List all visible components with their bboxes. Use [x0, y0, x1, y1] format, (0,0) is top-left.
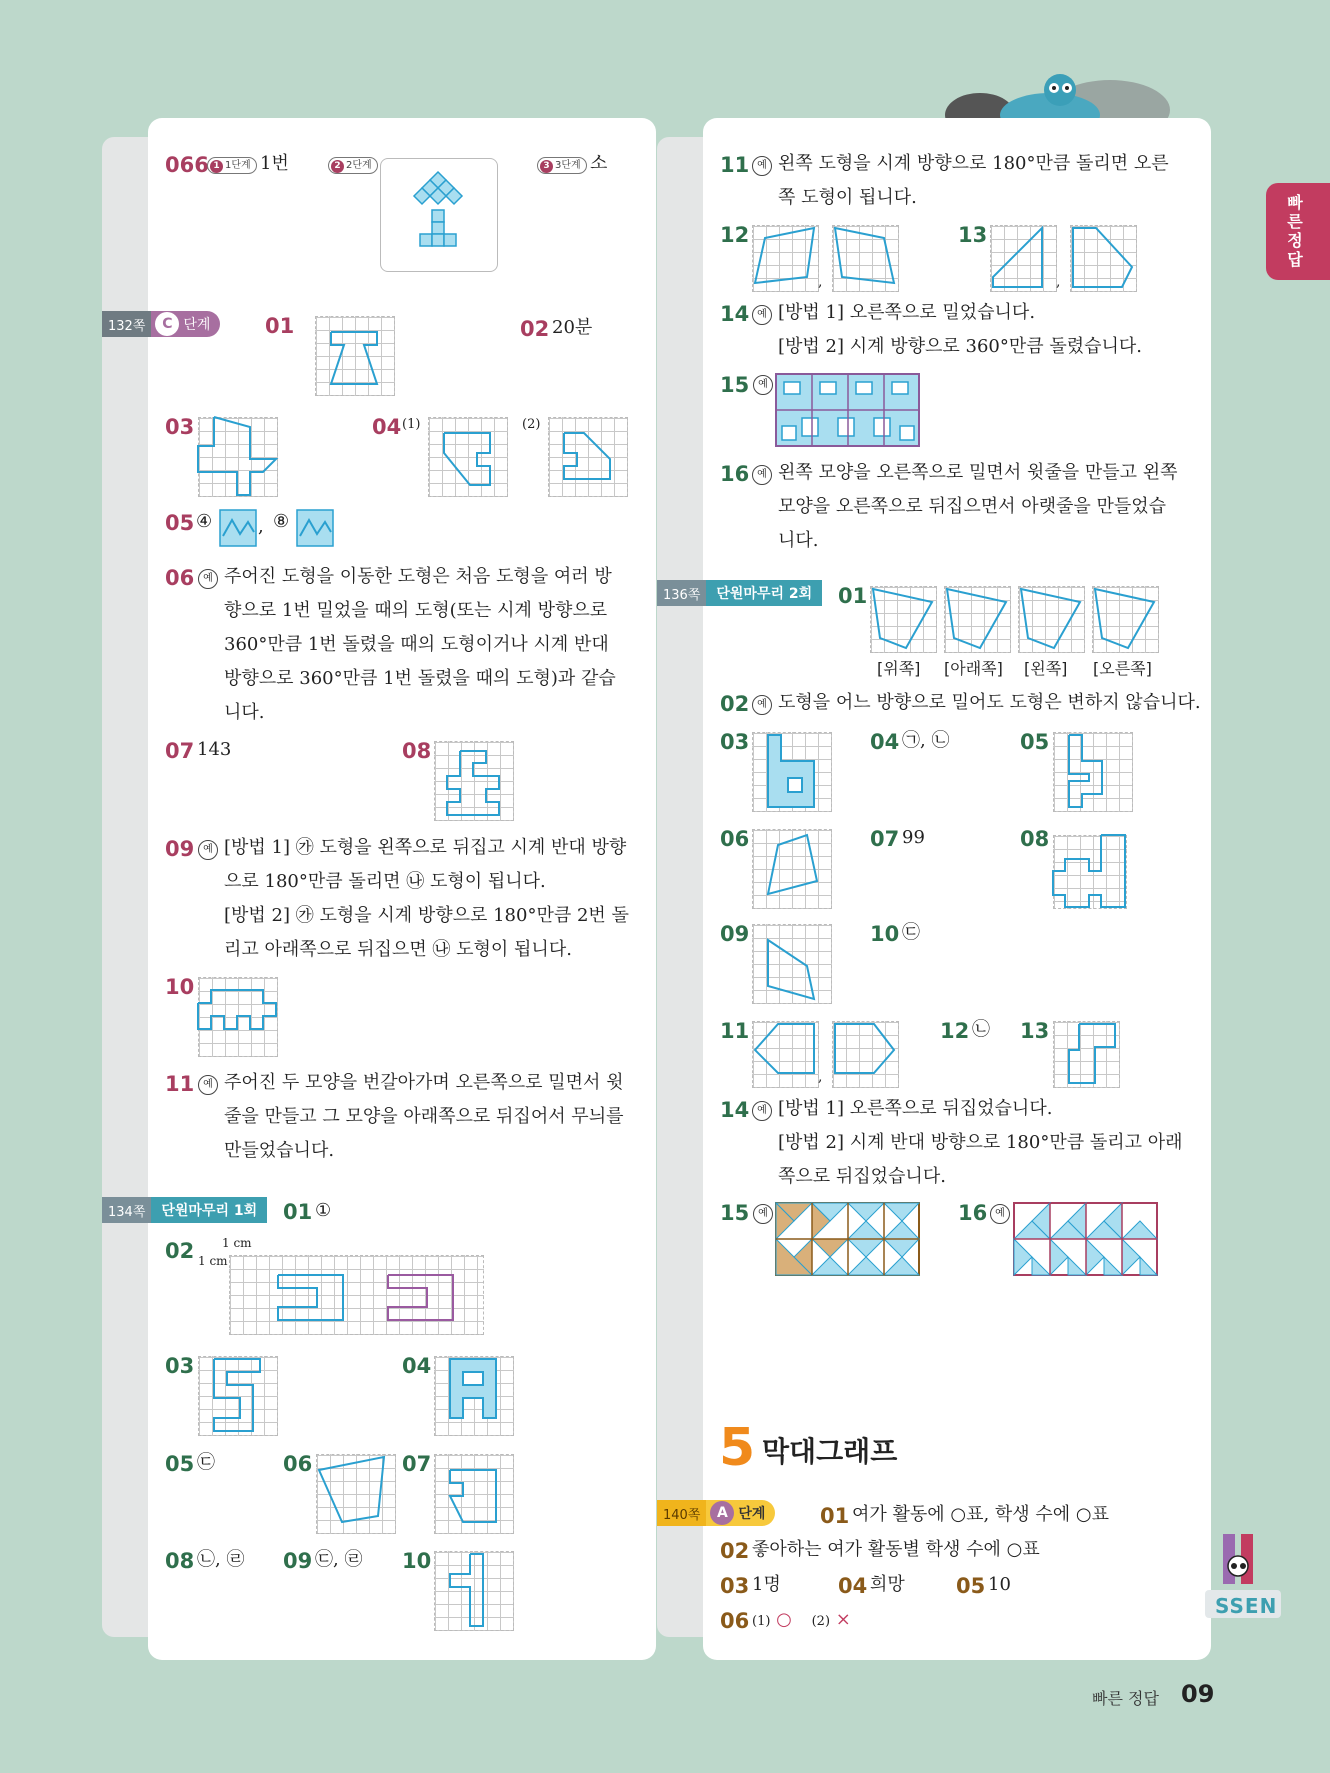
q08-figure [434, 741, 512, 819]
r09-number: 09 [283, 1549, 313, 1573]
s01-figure2 [944, 586, 1009, 651]
section-136-tag: 136쪽 단원마무리 2회 [657, 580, 822, 606]
q09-number: 09 [165, 837, 195, 861]
s11-figure2 [832, 1021, 897, 1086]
q01-number: 01 [265, 314, 295, 338]
s09-figure [752, 924, 830, 1002]
t03-number: 03 [720, 1574, 750, 1598]
rq12-figure2 [832, 225, 897, 290]
q066-step1-answer: 1번 [260, 153, 289, 174]
s09-number: 09 [720, 922, 750, 946]
rq14-number: 14 [720, 302, 750, 326]
rq16-text: 예 왼쪽 모양을 오른쪽으로 밀면서 윗줄을 만들고 왼쪽 모양을 오른쪽으로 뒤집으면서 아랫줄을 만들었습 니다. [752, 456, 1197, 558]
s01-figure3 [1018, 586, 1083, 651]
r04-number: 04 [402, 1354, 432, 1378]
rq12-number: 12 [720, 223, 750, 247]
s13-number: 13 [1020, 1019, 1050, 1043]
r02-number: 02 [165, 1239, 195, 1263]
q08-number: 08 [402, 739, 432, 763]
side-tab[interactable] [1266, 183, 1330, 280]
q10-number: 10 [165, 975, 195, 999]
s15-number: 15 [720, 1201, 750, 1225]
r03-number: 03 [165, 1354, 195, 1378]
s03-figure [752, 732, 830, 810]
r06-figure [316, 1454, 394, 1532]
t05-number: 05 [956, 1574, 986, 1598]
s07-number: 07 [870, 827, 900, 851]
ssen-logo: SSEN [1215, 1594, 1278, 1618]
q066-step3-answer: 소 [590, 153, 608, 174]
s01-number: 01 [838, 584, 868, 608]
r05-number: 05 [165, 1452, 195, 1476]
r07-figure [434, 1454, 512, 1532]
t05-answer: 10 [988, 1574, 1011, 1595]
q066-step1: 1 1단계 [207, 157, 257, 174]
rq15-figure [776, 374, 919, 446]
s07-answer: 99 [902, 827, 925, 848]
s16-figure [1014, 1203, 1157, 1275]
side-tab-label: 빠른정답 [1287, 193, 1303, 269]
rq11-number: 11 [720, 153, 750, 177]
s01-figure4 [1092, 586, 1157, 651]
s11-comma: , [818, 1069, 823, 1085]
r02-unit-top: 1 cm [222, 1236, 252, 1250]
q05-comma: , [258, 516, 264, 537]
t02-number: 02 [720, 1539, 750, 1563]
q02-number: 02 [520, 317, 550, 341]
rq15-ye: 예 [753, 375, 773, 395]
s11-figure1 [752, 1021, 817, 1086]
t06-number: 06 [720, 1609, 750, 1633]
q09-text: 예 [방법 1] ㉮ 도형을 왼쪽으로 뒤집고 시계 반대 방향 으로 180°만큼 돌리면 ㉯ 도형이 됩니다. [방법 2] ㉮ 도형을 시계 방향으로 180°만큼 2번 돌 리고 아래쪽으로 뒤집으면 ㉯ 도형이 됩니다. [198, 831, 643, 967]
r07-number: 07 [402, 1452, 432, 1476]
rq16-number: 16 [720, 462, 750, 486]
q03-figure [198, 417, 276, 495]
q05-choice-b: ⑧ [273, 511, 290, 532]
q06-number: 06 [165, 566, 195, 590]
q04-part2: (2) [522, 417, 541, 432]
s11-number: 11 [720, 1019, 750, 1043]
s12-answer: ㉡ [972, 1019, 990, 1040]
r01-number: 01 [283, 1200, 313, 1224]
s06-figure [752, 829, 830, 907]
s14-text: 예 [방법 1] 오른쪽으로 뒤집었습니다. [방법 2] 시계 반대 방향으로 180°만큼 돌리고 아래 쪽으로 뒤집었습니다. [752, 1092, 1197, 1194]
s10-answer: ㉢ [902, 922, 920, 943]
s15-ye: 예 [753, 1204, 773, 1224]
s04-number: 04 [870, 730, 900, 754]
s08-figure [1053, 835, 1125, 907]
q07-answer: 143 [197, 739, 232, 760]
q10-figure [198, 977, 276, 1055]
s01-label-down: [아래쪽] [944, 659, 1003, 678]
rq14-text: 예 [방법 1] 오른쪽으로 밀었습니다. [방법 2] 시계 방향으로 360°만큼 돌렸습니다. [752, 296, 1197, 364]
r02-figure [229, 1255, 482, 1333]
t04-answer: 희망 [870, 1574, 905, 1595]
s06-number: 06 [720, 827, 750, 851]
q066-step3: 3 3단계 [537, 157, 587, 174]
s04-answer: ㉠, ㉡ [902, 730, 950, 751]
q05-figure-b [297, 510, 333, 546]
q11-text: 예 주어진 두 모양을 번갈아가며 오른쪽으로 밀면서 윗 줄을 만들고 그 모양을 아래쪽으로 뒤집어서 무늬를 만들었습니다. [198, 1066, 643, 1168]
s10-number: 10 [870, 922, 900, 946]
q066-step2: 2 2단계 [328, 157, 378, 174]
section-140-tag: 140쪽 A 단계 [657, 1500, 775, 1526]
s15-figure [776, 1203, 919, 1275]
t01-text: 여가 활동에 ○표, 학생 수에 ○표 [852, 1504, 1110, 1525]
s05-number: 05 [1020, 730, 1050, 754]
rq13-number: 13 [958, 223, 988, 247]
s02-text: 예 도형을 어느 방향으로 밀어도 도형은 변하지 않습니다. [752, 686, 1202, 720]
r01-answer: ① [315, 1200, 332, 1221]
s01-label-right: [오른쪽] [1093, 659, 1152, 678]
footer-label: 빠른 정답 [1092, 1689, 1159, 1708]
unit5-number: 5 [719, 1418, 756, 1478]
q05-figure-a [220, 510, 256, 546]
rq11-text: 예 왼쪽 도형을 시계 방향으로 180°만큼 돌리면 오른 쪽 도형이 됩니다. [752, 147, 1197, 215]
q11-number: 11 [165, 1072, 195, 1096]
rq13-figure2 [1070, 225, 1135, 290]
footer-page-number: 09 [1181, 1680, 1215, 1708]
r09-answer: ㉢, ㉣ [315, 1549, 363, 1570]
rq13-figure1 [990, 225, 1055, 290]
s16-number: 16 [958, 1201, 988, 1225]
t02-text: 좋아하는 여가 활동별 학생 수에 ○표 [752, 1539, 1040, 1560]
r04-figure [434, 1356, 512, 1434]
q02-answer: 20분 [552, 317, 593, 338]
s02-number: 02 [720, 692, 750, 716]
q066-number: 066 [165, 153, 209, 177]
q05-number: 05 [165, 511, 195, 535]
t06-part1: (1) ○ (2) × [752, 1609, 851, 1630]
r08-answer: ㉡, ㉣ [197, 1549, 245, 1570]
q04-number: 04 [372, 415, 402, 439]
q04-part1: (1) [402, 417, 421, 432]
unit5-title: 막대그래프 [762, 1435, 898, 1468]
section-134-tag: 134쪽 단원마무리 1회 [102, 1197, 267, 1223]
q07-number: 07 [165, 739, 195, 763]
t04-number: 04 [838, 1574, 868, 1598]
t01-number: 01 [820, 1504, 850, 1528]
rq12-figure1 [752, 225, 817, 290]
s05-figure [1053, 732, 1131, 810]
s14-number: 14 [720, 1098, 750, 1122]
r03-figure [198, 1356, 276, 1434]
s08-number: 08 [1020, 827, 1050, 851]
r05-answer: ㉢ [197, 1452, 215, 1473]
s01-figure1 [870, 586, 935, 651]
q01-figure [315, 316, 393, 394]
r10-number: 10 [402, 1549, 432, 1573]
r08-number: 08 [165, 1549, 195, 1573]
s01-label-up: [위쪽] [877, 659, 921, 678]
q04-figure2 [548, 417, 626, 495]
s03-number: 03 [720, 730, 750, 754]
r06-number: 06 [283, 1452, 313, 1476]
r10-figure [434, 1551, 512, 1629]
s01-label-left: [왼쪽] [1024, 659, 1068, 678]
r02-unit-left: 1 cm [198, 1254, 228, 1268]
q03-number: 03 [165, 415, 195, 439]
rq13-comma: , [1056, 274, 1061, 290]
s12-number: 12 [940, 1019, 970, 1043]
rq15-number: 15 [720, 373, 750, 397]
q05-choice-a: ④ [196, 511, 213, 532]
q04-figure1 [428, 417, 506, 495]
s16-ye: 예 [990, 1204, 1010, 1224]
t03-answer: 1명 [752, 1574, 781, 1595]
rq12-comma: , [818, 274, 823, 290]
section-132-tag: 132쪽 C 단계 [102, 311, 220, 337]
q06-text: 예 주어진 도형을 이동한 도형은 처음 도형을 여러 방 향으로 1번 밀었을 때의 도형(또는 시계 방향으로 360°만큼 1번 돌렸을 때의 도형이거나 시계 반대 방향으로 360°만큼 1번 돌렸을 때의 도형)과 같습 니다. [198, 560, 643, 730]
s13-figure [1053, 1021, 1118, 1086]
q066-figure [408, 172, 468, 257]
